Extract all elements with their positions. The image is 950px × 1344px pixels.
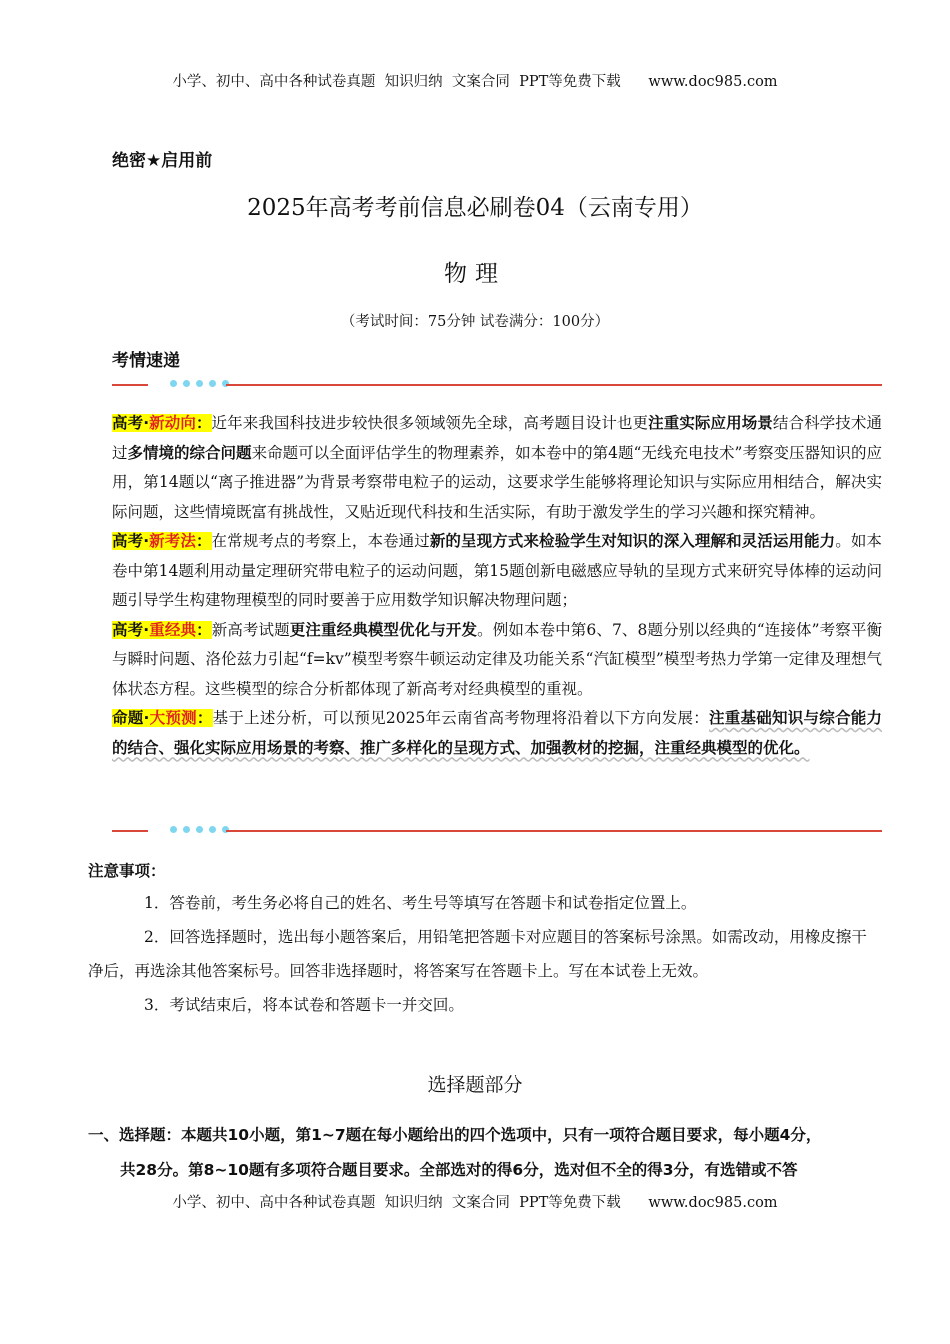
- exam-analysis-box: [112, 409, 882, 763]
- page-footer: 小学、初中、高中各种试卷真题 知识归纳 文案合同 PPT等免费下载 www.doc985.com: [172, 1195, 778, 1211]
- tag-label: 命题·大预测：: [112, 709, 213, 727]
- bold-text: 多情境的综合问题: [127, 443, 252, 462]
- text: 结合科学技术通过: [112, 414, 882, 462]
- paragraph-new-method: [112, 527, 882, 616]
- confidential-label: 绝密★启用前: [112, 151, 213, 171]
- question-intro: [88, 1118, 878, 1188]
- document-title: 2025年高考考前信息必刷卷04（云南专用）: [247, 195, 703, 221]
- text: 基于上述分析，可以预见2025年云南省高考物理将沿着以下方向发展：: [212, 709, 709, 727]
- text: 在常规考点的考察上，本卷通过: [211, 532, 430, 550]
- divider-top: [112, 379, 882, 391]
- paragraph-prediction: [112, 704, 882, 763]
- section-heading: 考情速递: [112, 351, 180, 371]
- exam-info: （考试时间：75分钟 试卷满分：100分）: [340, 314, 610, 330]
- notes-heading: 注意事项：: [88, 862, 166, 880]
- tag-label: 高考·新考法：: [112, 532, 212, 550]
- tag-label: 高考·新动向：: [112, 414, 212, 432]
- notes-list: [88, 886, 878, 1022]
- text: 新高考试题: [211, 620, 290, 639]
- paragraph-classic: [112, 616, 882, 705]
- question-intro-line: 共28分。第8~10题有多项符合题目要求。全部选对的得6分，选对但不全的得3分，有选错或不答: [120, 1161, 798, 1179]
- part-title: 选择题部分: [427, 1074, 523, 1096]
- text: 来命题可以全面评估学生的物理素养，如本卷中的第4题“无线充电技术”考察变压器知识的应用，第14题以“离子推进器”为背景考察带电粒子的运动，这要求学生能够将理论知识与实际应用相结合，解决实际问题，这些情境既富有挑战性，又贴近现代科技和生活实际，有助于激发学生的学习兴趣和探究精神。: [112, 443, 882, 521]
- page-header: 小学、初中、高中各种试卷真题 知识归纳 文案合同 PPT等免费下载 www.doc985.com: [172, 74, 778, 90]
- note-item: 2．回答选择题时，选出每小题答案后，用铅笔把答题卡对应题目的答案标号涂黑。如需改动，用橡皮擦干净后，再选涂其他答案标号。回答非选择题时，将答案写在答题卡上。写在本试卷上无效。: [88, 928, 867, 980]
- note-item: 1．答卷前，考生务必将自己的姓名、考生号等填写在答题卡和试卷指定位置上。: [144, 894, 697, 912]
- bold-text: 注重基础知识与综合能力的结合、强化实际应用场景的考察、推广多样化的呈现方式、加强教材的挖掘，注重经典模型的优化。: [112, 709, 882, 757]
- bold-text: 更注重经典模型优化与开发: [289, 620, 478, 639]
- note-item: 3．考试结束后，将本试卷和答题卡一并交回。: [144, 996, 464, 1014]
- tag-label: 高考·重经典：: [112, 620, 212, 639]
- bold-text: 新的呈现方式来检验学生对知识的深入理解和灵活运用能力: [429, 532, 836, 550]
- paragraph-new-trend: [112, 409, 882, 527]
- text: 。如本卷中第14题利用动量定理研究带电粒子的运动问题，第15题创新电磁感应导轨的呈现方式来研究导体棒的运动问题引导学生构建物理模型的同时要善于应用数学知识解决物理问题；: [112, 532, 882, 609]
- text: 。例如本卷中第6、7、8题分别以经典的“连接体”考察平衡与瞬时问题、洛伦兹力引起“f=kv”模型考察牛顿运动定律及功能关系“汽缸模型”模型考热力学第一定律及理想气体状态方程。这些模型的综合分析都体现了新高考对经典模型的重视。: [112, 620, 882, 698]
- bold-text: 注重实际应用场景: [648, 414, 773, 432]
- divider-bottom: [112, 825, 882, 837]
- subject-title: 物理: [444, 261, 506, 287]
- question-intro-line: 一、选择题：本题共10小题，第1~7题在每小题给出的四个选项中，只有一项符合题目要求，每小题4分，: [88, 1126, 822, 1144]
- text: 近年来我国科技进步较快很多领域领先全球，高考题目设计也更: [211, 414, 649, 432]
